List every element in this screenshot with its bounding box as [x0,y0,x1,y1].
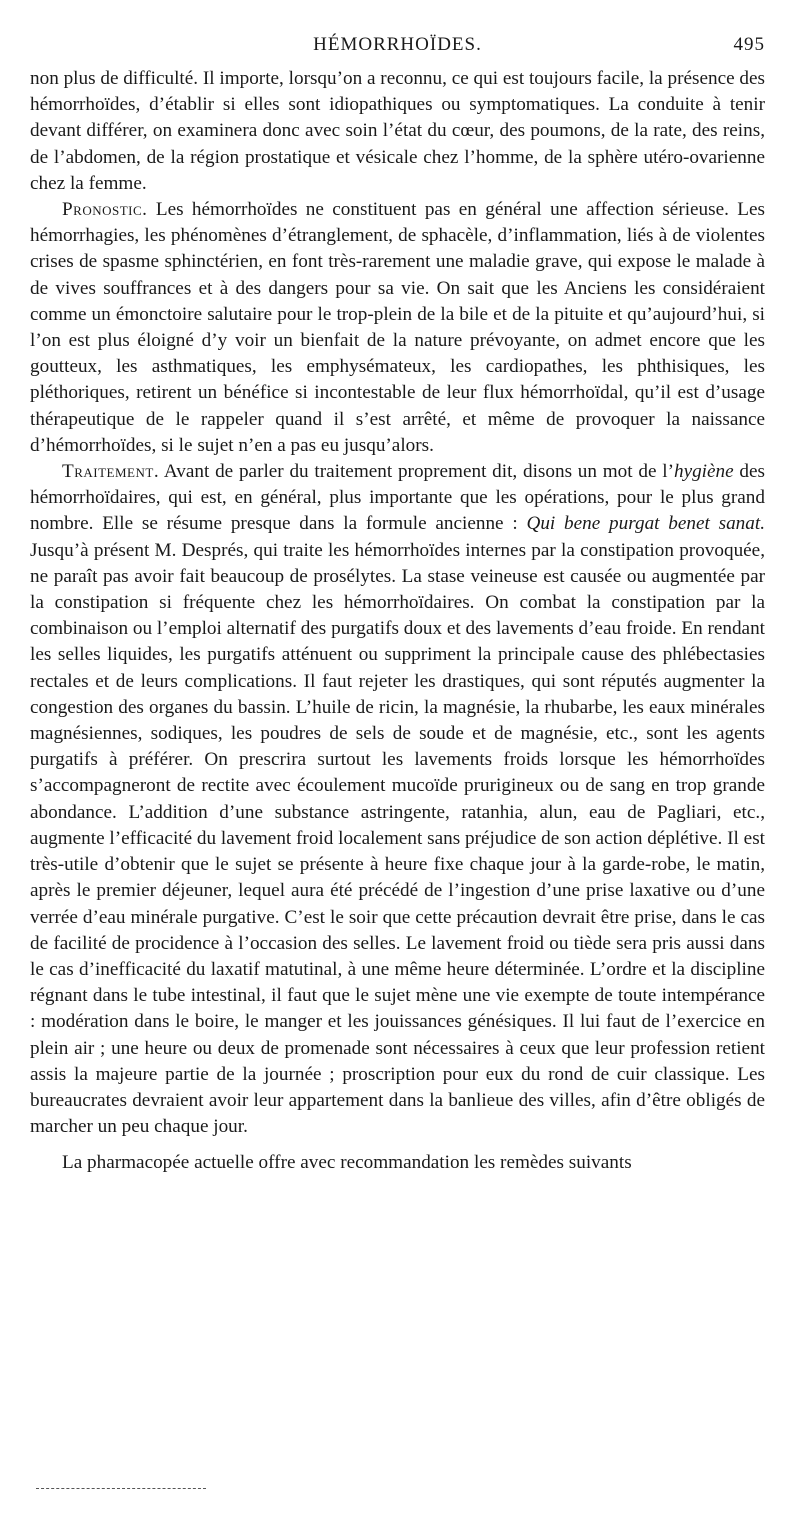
running-head [30,30,765,62]
paragraph-text: Avant de parler du traitement proprement dit, disons un mot de l’ [163,461,674,483]
paragraph-continuation [30,66,765,197]
paragraph-pronostic [30,197,765,459]
paragraph-text: Les hémorrhoïdes ne constituent pas en général une affection sérieuse. Les hémorrhagies, les phénomènes d’étranglement, de sphacèle, d’inflammation, liés à de violentes crises de spasme sphinctérien, en font très-rarement une maladie grave, qui expose le malade à de vives souffrances et à des dangers pour sa vie. On sait que les Anciens les considéraient comme un émonctoire salutaire pour le trop-plein de la bile et de la pituite et qu’aujourd’hui, si l’on est plus éloigné d’y voir un bienfait de la nature prévoyante, on admet encore que les goutteux, les asthmatiques, les emphysémateux, les cardiopathes, les phthisiques, les pléthoriques, retirent un bénéfice si incontestable de leur flux hémorrhoïdal, qu’il est d’usage thérapeutique de le rappeler quand il s’est arrêté, et même de provoquer la naissance d’hémorrhoïdes, si le sujet n’en a pas eu jusqu’alors. [30,199,766,456]
page-number: 495 [733,34,765,55]
section-heading-pronostic: Pronostic. [62,199,148,221]
body-text [30,66,765,1177]
latin-maxim: Qui bene purgat benet sanat. [526,513,765,535]
italic-term: hygiène [673,461,734,483]
section-heading-traitement: Traitement. [62,461,160,483]
paragraph-text: des hémorrhoïdaires, qui est, en général, plus importante que les opérations, pour le plus grand nombre. Elle se résume presque dans la formule ancienne : [30,461,765,535]
running-title: HÉMORRHOÏDES. [313,34,482,55]
paragraph-pharmacopee [30,1150,765,1176]
paragraph-text: non plus de difficulté. Il importe, lorsqu’on a reconnu, ce qui est toujours facile, la présence des hémorrhoïdes, d’établir si elles sont idiopathiques ou symptomatiques. La conduite à tenir devant différer, on examinera donc avec soin l’état du cœur, des poumons, de la rate, des reins, de l’abdomen, de la région prostatique et vésicale chez l’homme, de la sphère utéro-ovarienne chez la femme. [30,68,765,194]
paragraph-text: Jusqu’à présent M. Després, qui traite les hémorrhoïdes internes par la constipation provoquée, ne paraît pas avoir fait beaucoup de prosélytes. La stase veineuse est causée ou augmentée par la constipation si fréquente chez les hémorrhoïdaires. On combat la constipation par la combinaison ou l’emploi alternatif des purgatifs doux et des lavements d’eau froide. En rendant les selles liquides, les purgatifs atténuent ou suppriment la principale cause des phlébectasies rectales et de leurs complications. Il faut rejeter les drastiques, qui sont réputés augmenter la congestion des organes du bassin. L’huile de ricin, la magnésie, la rhubarbe, les eaux minérales magnésiennes, sodiques, les poudres de sels de soude et de magnésie, etc., sont les agents purgatifs à préférer. On prescrira surtout les lavements froids lorsque les hémorrhoïdes s’accompagneront de rectite avec écoulement mucoïde prurigineux ou de sang en trop grande abondance. L’addition d’une substance astringente, ratanhia, alun, eau de Pagliari, etc., augmente l’efficacité du lavement froid localement sans préjudice de son action déplétive. Il est très-utile d’obtenir que le sujet se présente à heure fixe chaque jour à la garde-robe, le matin, après le premier déjeuner, lequel aura été précédé de l’ingestion d’une prise laxative ou d’une verrée d’eau minérale purgative. C’est le soir que cette précaution devrait être prise, dans le cas de facilité de procidence à l’occasion des selles. Le lavement froid ou tiède sera pris aussi dans le cas d’inefficacité du laxatif matutinal, à une même heure déterminée. L’ordre et la discipline régnant dans le tube intestinal, il faut que le sujet mène une vie exempte de toute intempérance : modération dans le boire, le manger et les jouissances génésiques. Il lui faut de l’exercice en plein air ; une heure ou deux de promenade sont nécessaires à ceux que leur profession retient assis la majeure partie de la journée ; proscription pour eux du rond de cuir classique. Les bureaucrates devraient avoir leur appartement dans la banlieue des villes, afin d’être obligés de marcher un peu chaque jour. [30,539,765,1138]
paragraph-text: La pharmacopée actuelle offre avec recommandation les remèdes suivants [62,1152,632,1174]
paragraph-traitement [30,459,765,1140]
page [30,30,765,1177]
bottom-rule [36,1488,206,1489]
